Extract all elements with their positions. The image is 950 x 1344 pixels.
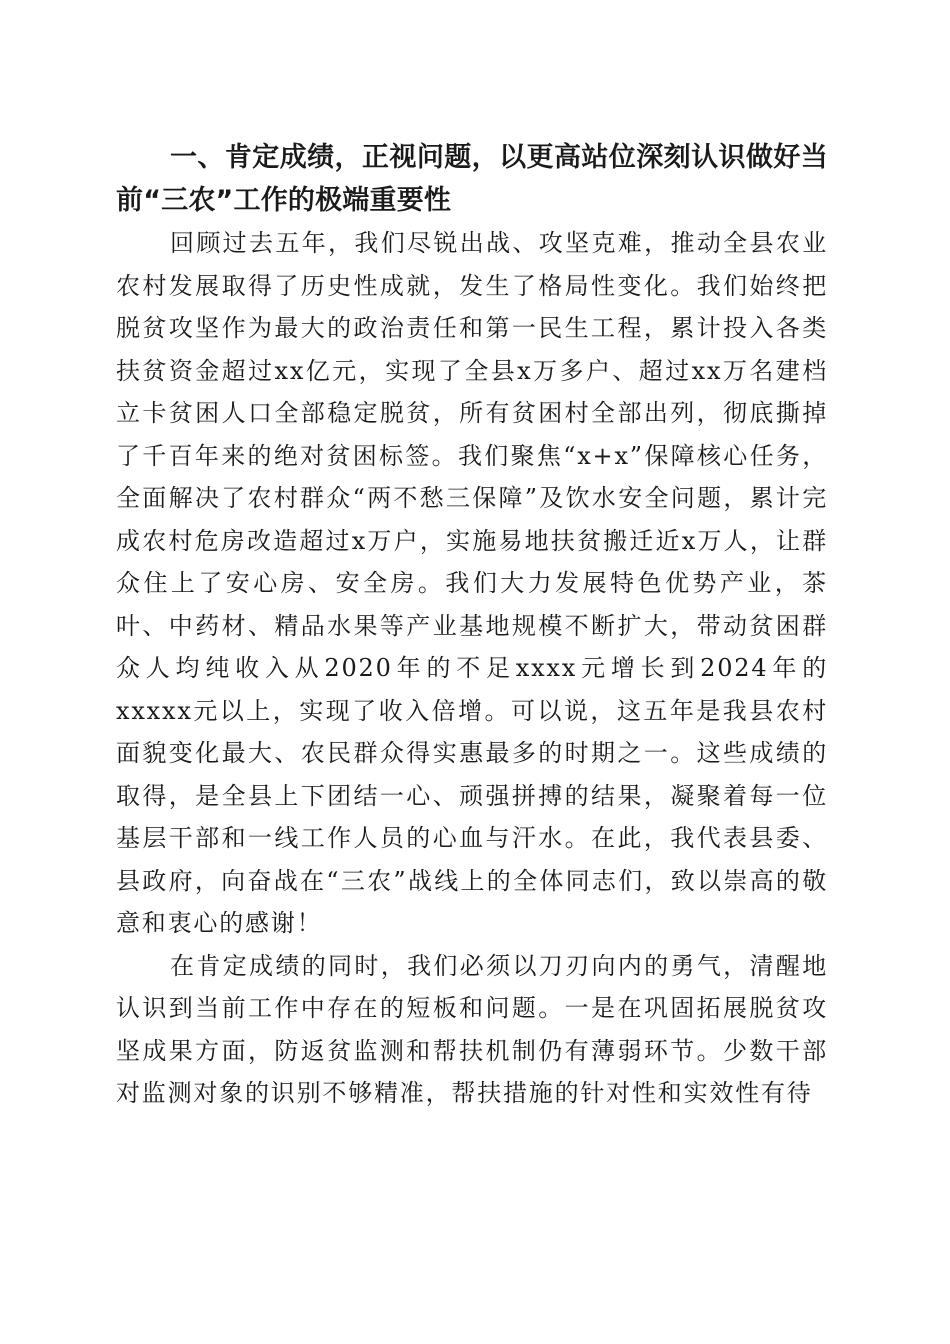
section-heading: 一、肯定成绩，正视问题，以更高站位深刻认识做好当前“三农”工作的极端重要性 (116, 142, 828, 216)
paragraph-problems: 在肯定成绩的同时，我们必须以刀刃向内的勇气，清醒地认识到当前工作中存在的短板和问题。一是在巩固拓展脱贫攻坚成果方面，防返贫监测和帮扶机制仍有薄弱环节。少数干部对监测对象的识别不够精准，帮扶措施的针对性和实效性有待 (116, 951, 828, 1107)
paragraph-achievements: 回顾过去五年，我们尽锐出战、攻坚克难，推动全县农业农村发展取得了历史性成就，发生了格局性变化。我们始终把脱贫攻坚作为最大的政治责任和第一民生工程，累计投入各类扶贫资金超过xx亿元，实现了全县x万多户、超过xx万名建档立卡贫困人口全部稳定脱贫，所有贫困村全部出列，彻底撕掉了千百年来的绝对贫困标签。我们聚焦“x+x”保障核心任务，全面解决了农村群众“两不愁三保障”及饮水安全问题，累计完成农村危房改造超过x万户，实施易地扶贫搬迁近x万人，让群众住上了安心房、安全房。我们大力发展特色优势产业，茶叶、中药材、精品水果等产业基地规模不断扩大，带动贫困群众人均纯收入从2020年的不足xxxx元增长到2024年的xxxxx元以上，实现了收入倍增。可以说，这五年是我县农村面貌变化最大、农民群众得实惠最多的时期之一。这些成绩的取得，是全县上下团结一心、顽强拼搏的结果，凝聚着每一位基层干部和一线工作人员的心血与汗水。在此，我代表县委、县政府，向奋战在“三农”战线上的全体同志们，致以崇高的敬意和衷心的感谢！ (116, 229, 828, 937)
document-body (116, 137, 828, 1115)
